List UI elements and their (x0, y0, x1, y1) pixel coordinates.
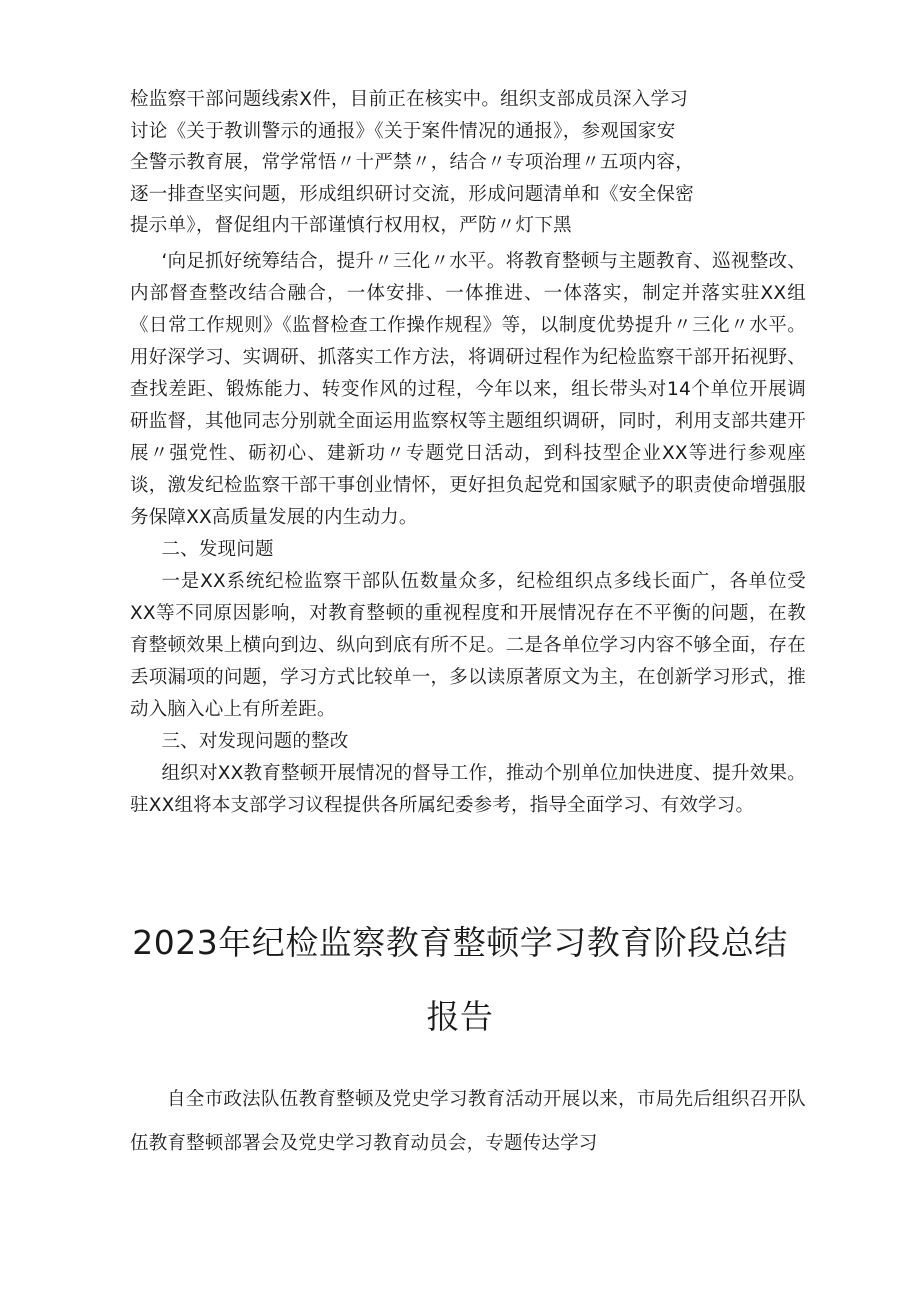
intro-line: 检监察干部问题线索X件，目前正在核实中。组织支部成员深入学习 (130, 89, 689, 110)
intro-line: 全警示教育展，常学常悟〃十严禁〃，结合〃专项治理〃五项内容， (130, 152, 695, 173)
intro-line: 提示单》，督促组内干部谨慎行权用权，严防〃灯下黑 (130, 215, 572, 236)
intro-line: 讨论《关于教训警示的通报》《关于案件情况的通报》，参观国家安 (130, 120, 676, 142)
intro-block (130, 84, 810, 242)
paragraph: 自全市政法队伍教育整顿及党史学习教育活动开展以来，市局先后组织召开队伍教育整顿部署会及党史学习教育动员会，专题传达学习 (130, 1089, 806, 1154)
tail-block (130, 1078, 806, 1166)
intro-line: 逐一排查坚实问题，形成组织研讨交流，形成问题清单和《安全保密 (130, 183, 695, 205)
document-title-line: 2023年纪检监察教育整顿学习教育阶段总结 (132, 923, 788, 962)
paragraph: ‘向足抓好统筹结合，提升〃三化〃水平。将教育整顿与主题教育、巡视整改、内部督查整改结合融合，一体安排、一体推进、一体落实，制定并落实驻XX组《日常工作规则》《监督检查工作操作规程》等，以制度优势提升〃三化〃水平。用好深学习、实调研、抓落实工作方法，将调研过程作为纪检监察干部开拓视野、查找差距、锻炼能力、转变作风的过程，今年以来，组长带头对14个单位开展调研监督，其他同志分别就全面运用监察权等主题组织调研，同时，利用支部共建开展〃强党性、砺初心、建新功〃专题党日活动，到科技型企业XX等进行参观座谈，激发纪检监察干部干事创业情怀，更好担负起党和国家赋予的职责使命增强服务保障XX高质量发展的内生动力。 (130, 251, 806, 528)
body-block (130, 246, 806, 822)
document-title-line: 报告 (426, 997, 494, 1036)
document-title (110, 912, 810, 1048)
paragraph: 一是XX系统纪检监察干部队伍数量众多，纪检组织点多线长面广，各单位受XX等不同原因影响，对教育整顿的重视程度和开展情况存在不平衡的问题，在教育整顿效果上横向到边、纵向到底有所不足。二是各单位学习内容不够全面，存在丢项漏项的问题，学习方式比较单一，多以读原著原文为主，在创新学习形式，推动入脑入心上有所差距。 (130, 571, 806, 720)
section-heading: 二、发现问题 (161, 539, 274, 560)
paragraph: 组织对XX教育整顿开展情况的督导工作，推动个别单位加快进度、提升效果。驻XX组将本支部学习议程提供各所属纪委参考，指导全面学习、有效学习。 (130, 763, 806, 816)
section-heading: 三、对发现问题的整改 (161, 731, 349, 752)
